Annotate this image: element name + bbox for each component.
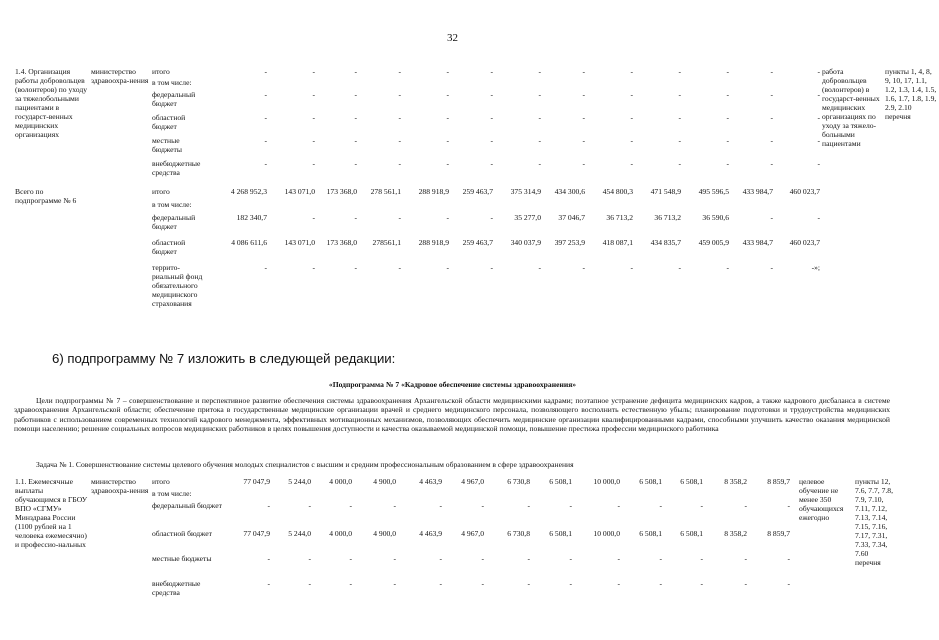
subprogram-7-table [14,478,896,614]
table-row: областной бюджет 4 086 611,6 143 071,0 173 368,0 278561,1 288 918,9 259 463,7 340 037,9 397 253,9 418 087,1 434 835,7 459 005,9 433 984,7 460 023,7 [152,238,820,256]
table-row: областной бюджет 77 047,9 5 244,0 4 000,0 4 900,0 4 463,9 4 967,0 6 730,8 6 508,1 10 000,0 6 508,1 6 508,1 8 358,2 8 859,7 [152,529,790,538]
table-row: 1.1. Ежемесячные выплаты обучающимся в ГБОУ ВПО «СГМУ» Минздрава России (1100 рублей на 1 человека ежемесячно) и профессио-нальных министерство здравоохра-нения итого 77 047,9 5 244,0 4 000,0 4 900,0 4 463,9 4 967,0 6 730,8 6 508,1 10 000,0 6 508,1 6 508,1 8 358,2 8 859,7 целевое обучение не менее 350 обучающихся ежегодно пункты 12, 7.6, 7.7, 7.8, 7.9, 7.10, 7.11, 7.12, 7.13, 7.14, 7.15, 7.16, 7.17, 7.31, 7.33, 7.34, 7.60 перечня [14,478,896,490]
subprogram-title: «Подпрограмма № 7 «Кадровое обеспечение системы здравоохранения» [328,380,577,389]
section-heading: 6) подпрограмму № 7 изложить в следующей редакции: [52,351,396,366]
indicator-ref: пункты 12, 7.6, 7.7, 7.8, 7.9, 7.10, 7.11, 7.12, 7.13, 7.14, 7.15, 7.16, 7.17, 7.31, 7.33, 7.34, 7.60 перечня [855,477,893,567]
measure-name: 1.4. Организация работы добровольцев (волонтеров) по уходу за тяжелобольными пациентами в государст-венных медицинских организациях [15,67,88,139]
executor: министерство здравоохра-нения [91,67,149,85]
executor: министерство здравоохра-нения [91,477,149,495]
measure-name: 1.1. Ежемесячные выплаты обучающимся в ГБОУ ВПО «СГМУ» Минздрава России (1100 рублей на 1 человека ежемесячно) и профессио-нальных [15,477,88,549]
table-row: 1.4. Организация работы добровольцев (волонтеров) по уходу за тяжелобольными пациентами в государст-венных медицинских организациях министерство здравоохра-нения итого - - - - - - - - - - - - - работа добровольцев (волонтеров) в государст-венных медицинских организациях по уходу за тяжело-больными пациентами пункты 1, 4, 8, 9, 10, 17, 1.1, 1.2, 1.3, 1.4, 1.5, 1.6, 1.7, 1.8, 1.9, 2.9, 2.10 перечня [14,68,939,79]
table-row: федеральный бюджет - - - - - - - - - - - - - [152,501,790,510]
total-label: Всего по подпрограмме № 6 [15,187,77,205]
expected-result: работа добровольцев (волонтеров) в государст-венных медицинских организациях по уходу за тяжело-больными пациентами [822,67,880,148]
table-row: федеральный бюджет - - - - - - - - - - - - - [152,90,820,108]
table-row: областной бюджет - - - - - - - - - - - - - [152,113,820,131]
table-row: местные бюджеты - - - - - - - - - - - - - [152,136,820,154]
table-row: внебюджетные средства - - - - - - - - - - - - - [152,159,820,177]
task-heading: Задача № 1. Совершенствование системы целевого обучения молодых специалистов с высшим и средним профессиональным образованием в сфере здравоохранения [36,460,574,469]
table-row: террито-риальный фонд обязательного медицинского страхования - - - - - - - - - - - - -»; [152,263,820,308]
table-row: в том числе: [152,78,192,87]
table-row: Всего по подпрограмме № 6 итого 4 268 952,3 143 071,0 173 368,0 278 561,1 288 918,9 259 463,7 375 314,9 434 300,6 454 800,3 471 548,9 495 596,5 433 984,7 460 023,7 [14,188,939,201]
subprogram-6-table-continuation [14,67,937,316]
finance-table [14,68,939,316]
table-row: внебюджетные средства - - - - - - - - - - - - - [152,579,790,597]
page-number: 32 [447,32,458,44]
indicator-ref: пункты 1, 4, 8, 9, 10, 17, 1.1, 1.2, 1.3, 1.4, 1.5, 1.6, 1.7, 1.8, 1.9, 2.9, 2.10 перечня [885,67,937,121]
finance-table [14,478,896,614]
goals-paragraph: Цели подпрограммы № 7 – совершенствование и перспективное развитие обеспечения системы здравоохранения Архангельской области медицинскими кадрами; поэтапное устранение дефицита медицинских кадров, а также кадрового дисбаланса в системе здравоохранения Архангельской области; обеспечение притока в государственные медицинские организации врачей и среднего медицинского персонала, позволяющего восполнить естественную убыль; планирование подготовки и трудоустройства медицинских работников с использованием современных технологий кадрового менеджмента, эффективных мотивационных механизмов, позволяющих обеспечить медицинские организации квалифицированными кадрами, способными улучшить качество оказания медицинской помощи населению; решение социальных вопросов медицинских работников в целях повышения доступности и качества оказываемой медицинской помощи, повышение престижа профессии медицинского работника [14,396,890,434]
table-row: в том числе: [152,200,192,209]
expected-result: целевое обучение не менее 350 обучающихся ежегодно [799,477,844,522]
table-row: в том числе: [152,489,192,498]
table-row: федеральный бюджет 182 340,7 - - - - - 35 277,0 37 046,7 36 713,2 36 713,2 36 590,6 - - [152,213,820,231]
table-row: местные бюджеты - - - - - - - - - - - - - [152,554,790,563]
